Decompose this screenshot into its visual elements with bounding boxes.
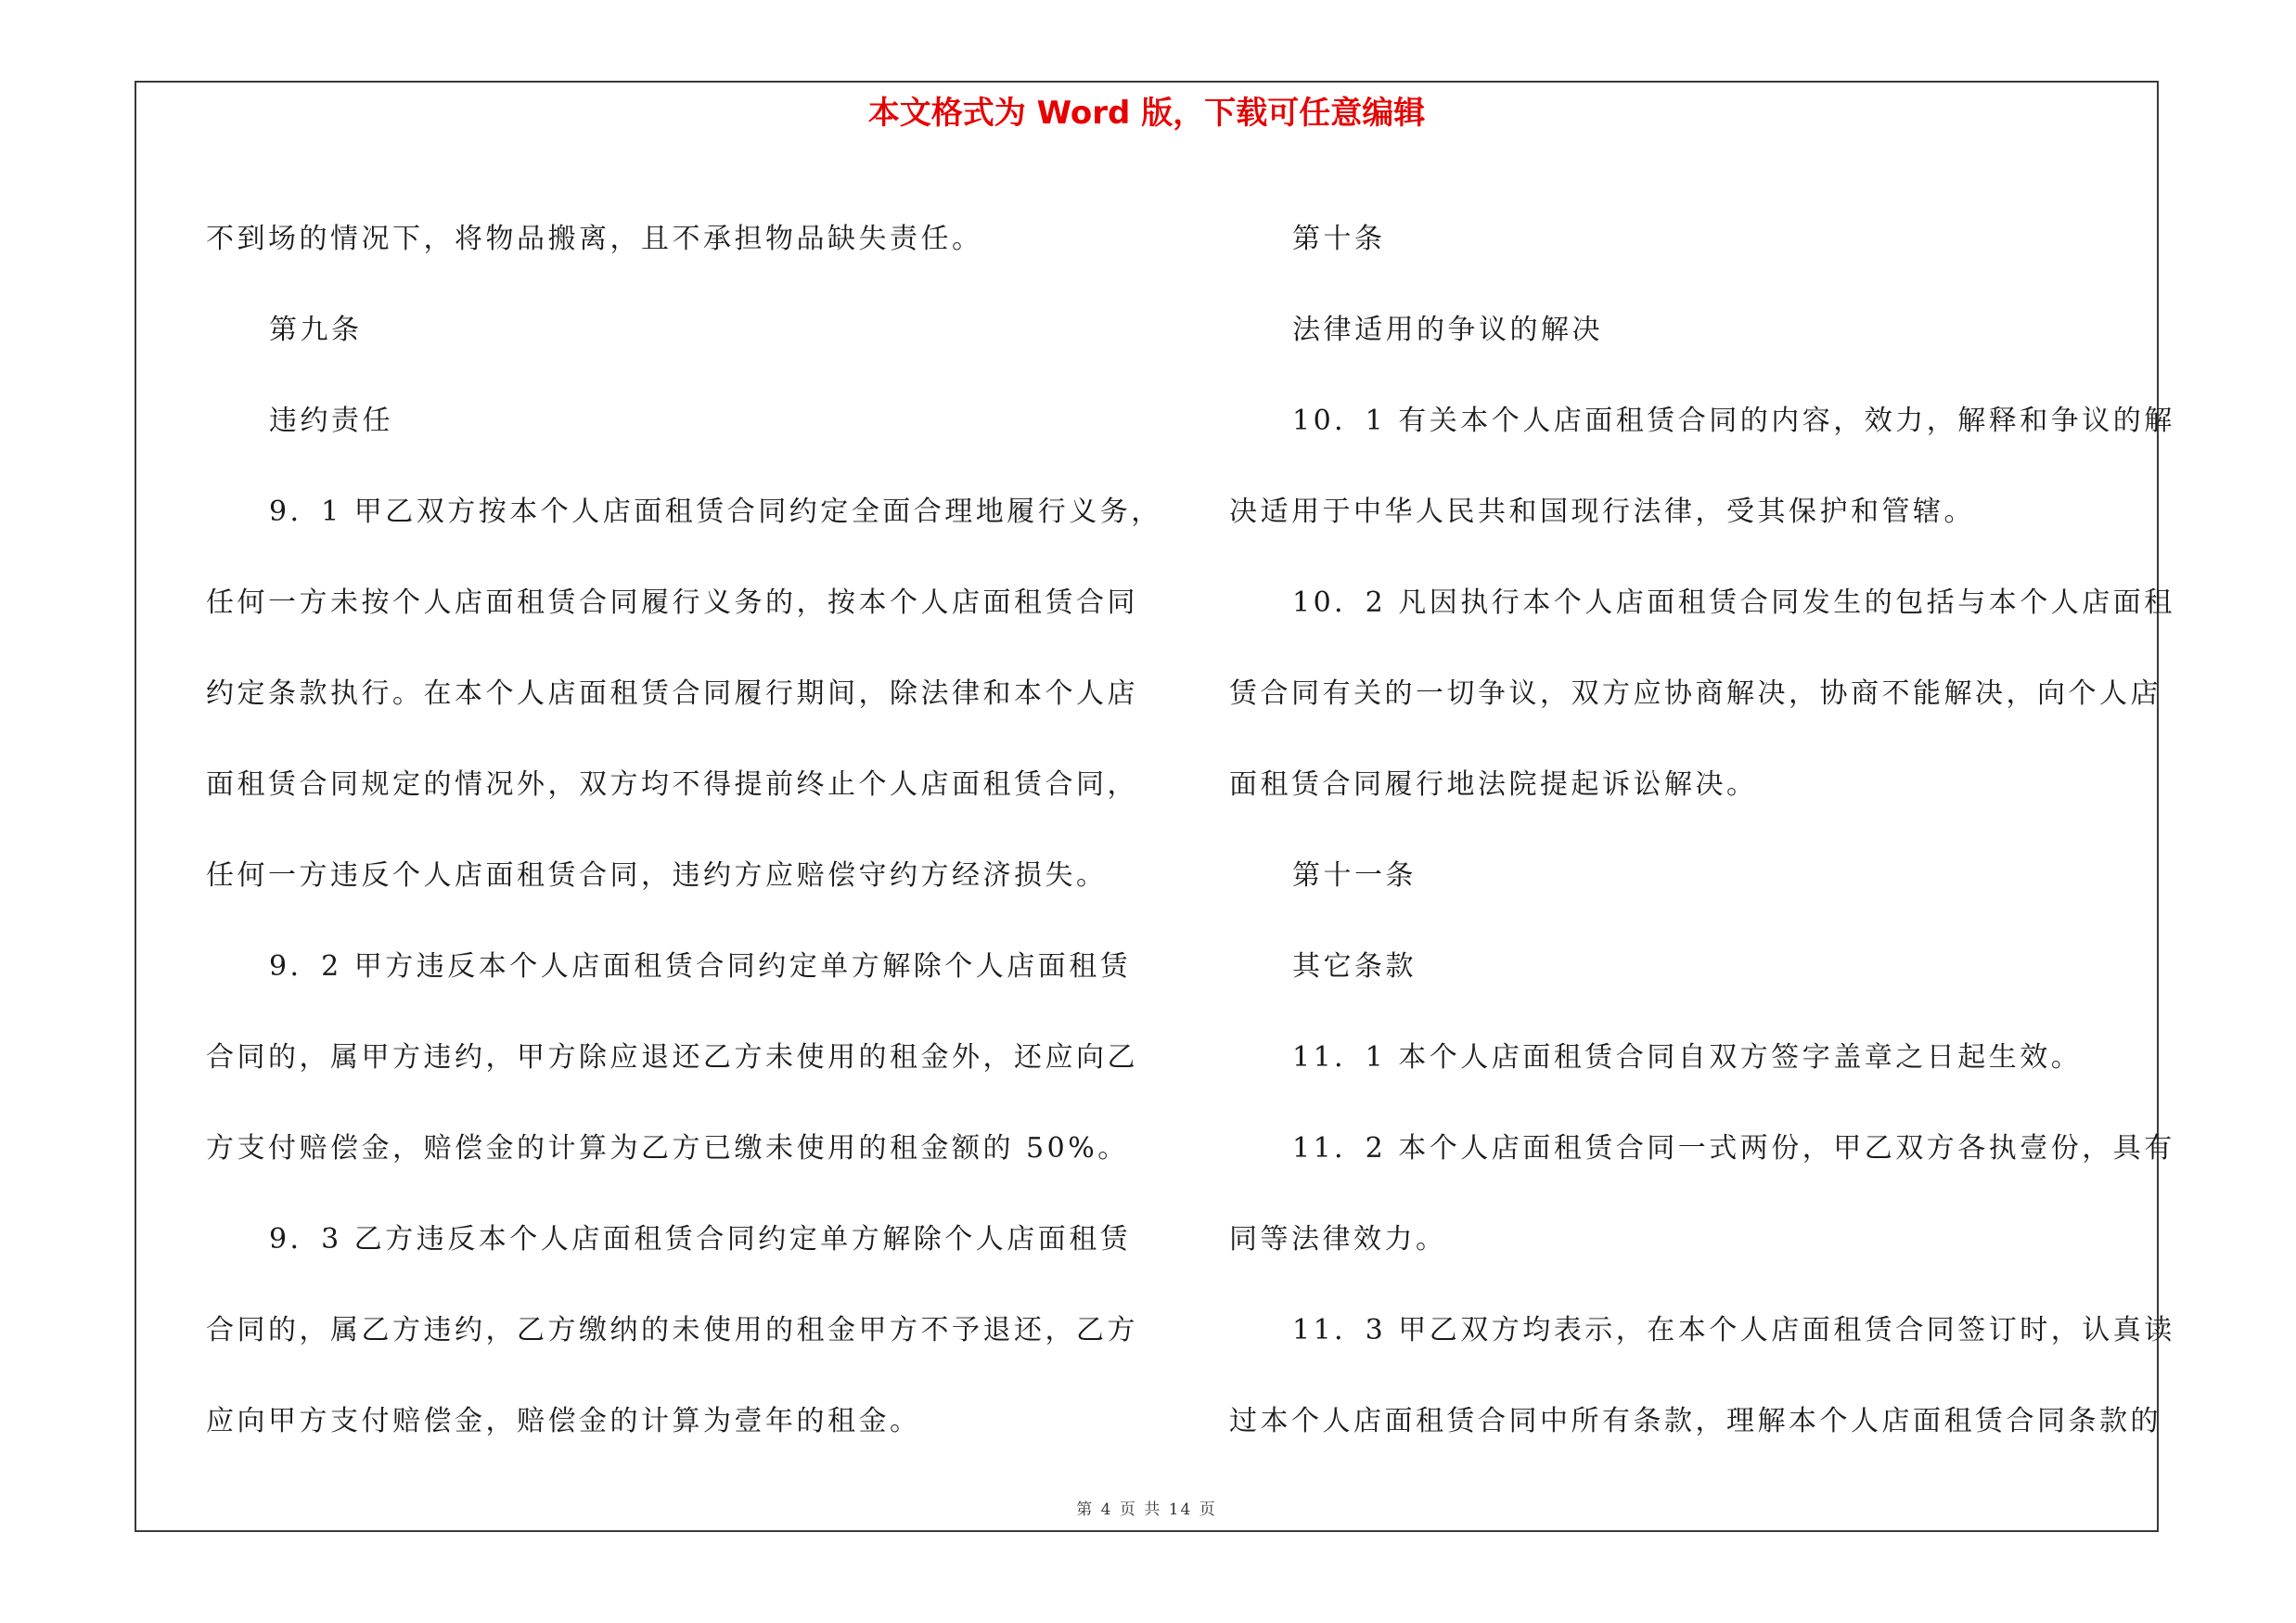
text-line: 第十条 (1292, 223, 1386, 255)
text-line: 方支付赔偿金，赔偿金的计算为乙方已缴未使用的租金额的 50%。 (206, 1132, 1129, 1165)
text-line: 应向甲方支付赔偿金，赔偿金的计算为壹年的租金。 (206, 1405, 921, 1437)
text-line: 决适用于中华人民共和国现行法律，受其保护和管辖。 (1229, 496, 1975, 528)
text-line: 面租赁合同规定的情况外，双方均不得提前终止个人店面租赁合同， (206, 768, 1138, 801)
page-number-footer: 第 4 页 共 14 页 (1076, 1501, 1217, 1519)
text-line: 法律适用的争议的解决 (1292, 314, 1603, 346)
text-line: 过本个人店面租赁合同中所有条款，理解本个人店面租赁合同条款的 (1229, 1405, 2161, 1437)
text-line: 11．3 甲乙双方均表示，在本个人店面租赁合同签订时，认真读 (1292, 1314, 2175, 1346)
text-line: 合同的，属乙方违约，乙方缴纳的未使用的租金甲方不予退还，乙方 (206, 1314, 1138, 1346)
text-line: 其它条款 (1292, 950, 1417, 983)
text-line: 10．2 凡因执行本个人店面租赁合同发生的包括与本个人店面租 (1292, 586, 2175, 619)
text-line: 11．2 本个人店面租赁合同一式两份，甲乙双方各执壹份，具有 (1292, 1132, 2175, 1165)
left-text-column (206, 194, 1162, 1467)
text-line: 9．2 甲方违反本个人店面租赁合同约定单方解除个人店面租赁 (269, 950, 1132, 983)
text-line: 10．1 有关本个人店面租赁合同的内容，效力，解释和争议的解 (1292, 405, 2175, 437)
text-line: 9．3 乙方违反本个人店面租赁合同约定单方解除个人店面租赁 (269, 1223, 1132, 1256)
text-line: 违约责任 (269, 405, 393, 437)
text-line: 赁合同有关的一切争议，双方应协商解决，协商不能解决，向个人店 (1229, 677, 2161, 710)
text-line: 第九条 (269, 314, 363, 346)
text-line: 第十一条 (1292, 859, 1417, 892)
text-line: 同等法律效力。 (1229, 1223, 1447, 1256)
text-line: 不到场的情况下，将物品搬离，且不承担物品缺失责任。 (206, 223, 983, 255)
text-line: 9．1 甲乙双方按本个人店面租赁合同约定全面合理地履行义务， (269, 496, 1162, 528)
text-line: 任何一方违反个人店面租赁合同，违约方应赔偿守约方经济损失。 (206, 859, 1108, 892)
right-text-column (1229, 194, 2175, 1467)
word-format-banner: 本文格式为 Word 版，下载可任意编辑 (867, 95, 1426, 132)
text-line: 11．1 本个人店面租赁合同自双方签字盖章之日起生效。 (1292, 1041, 2083, 1074)
text-line: 合同的，属甲方违约，甲方除应退还乙方未使用的租金外，还应向乙 (206, 1041, 1138, 1074)
text-line: 约定条款执行。在本个人店面租赁合同履行期间，除法律和本个人店 (206, 677, 1138, 710)
text-line: 任何一方未按个人店面租赁合同履行义务的，按本个人店面租赁合同 (206, 586, 1138, 619)
text-line: 面租赁合同履行地法院提起诉讼解决。 (1229, 768, 1758, 801)
page-frame (135, 81, 2175, 1532)
